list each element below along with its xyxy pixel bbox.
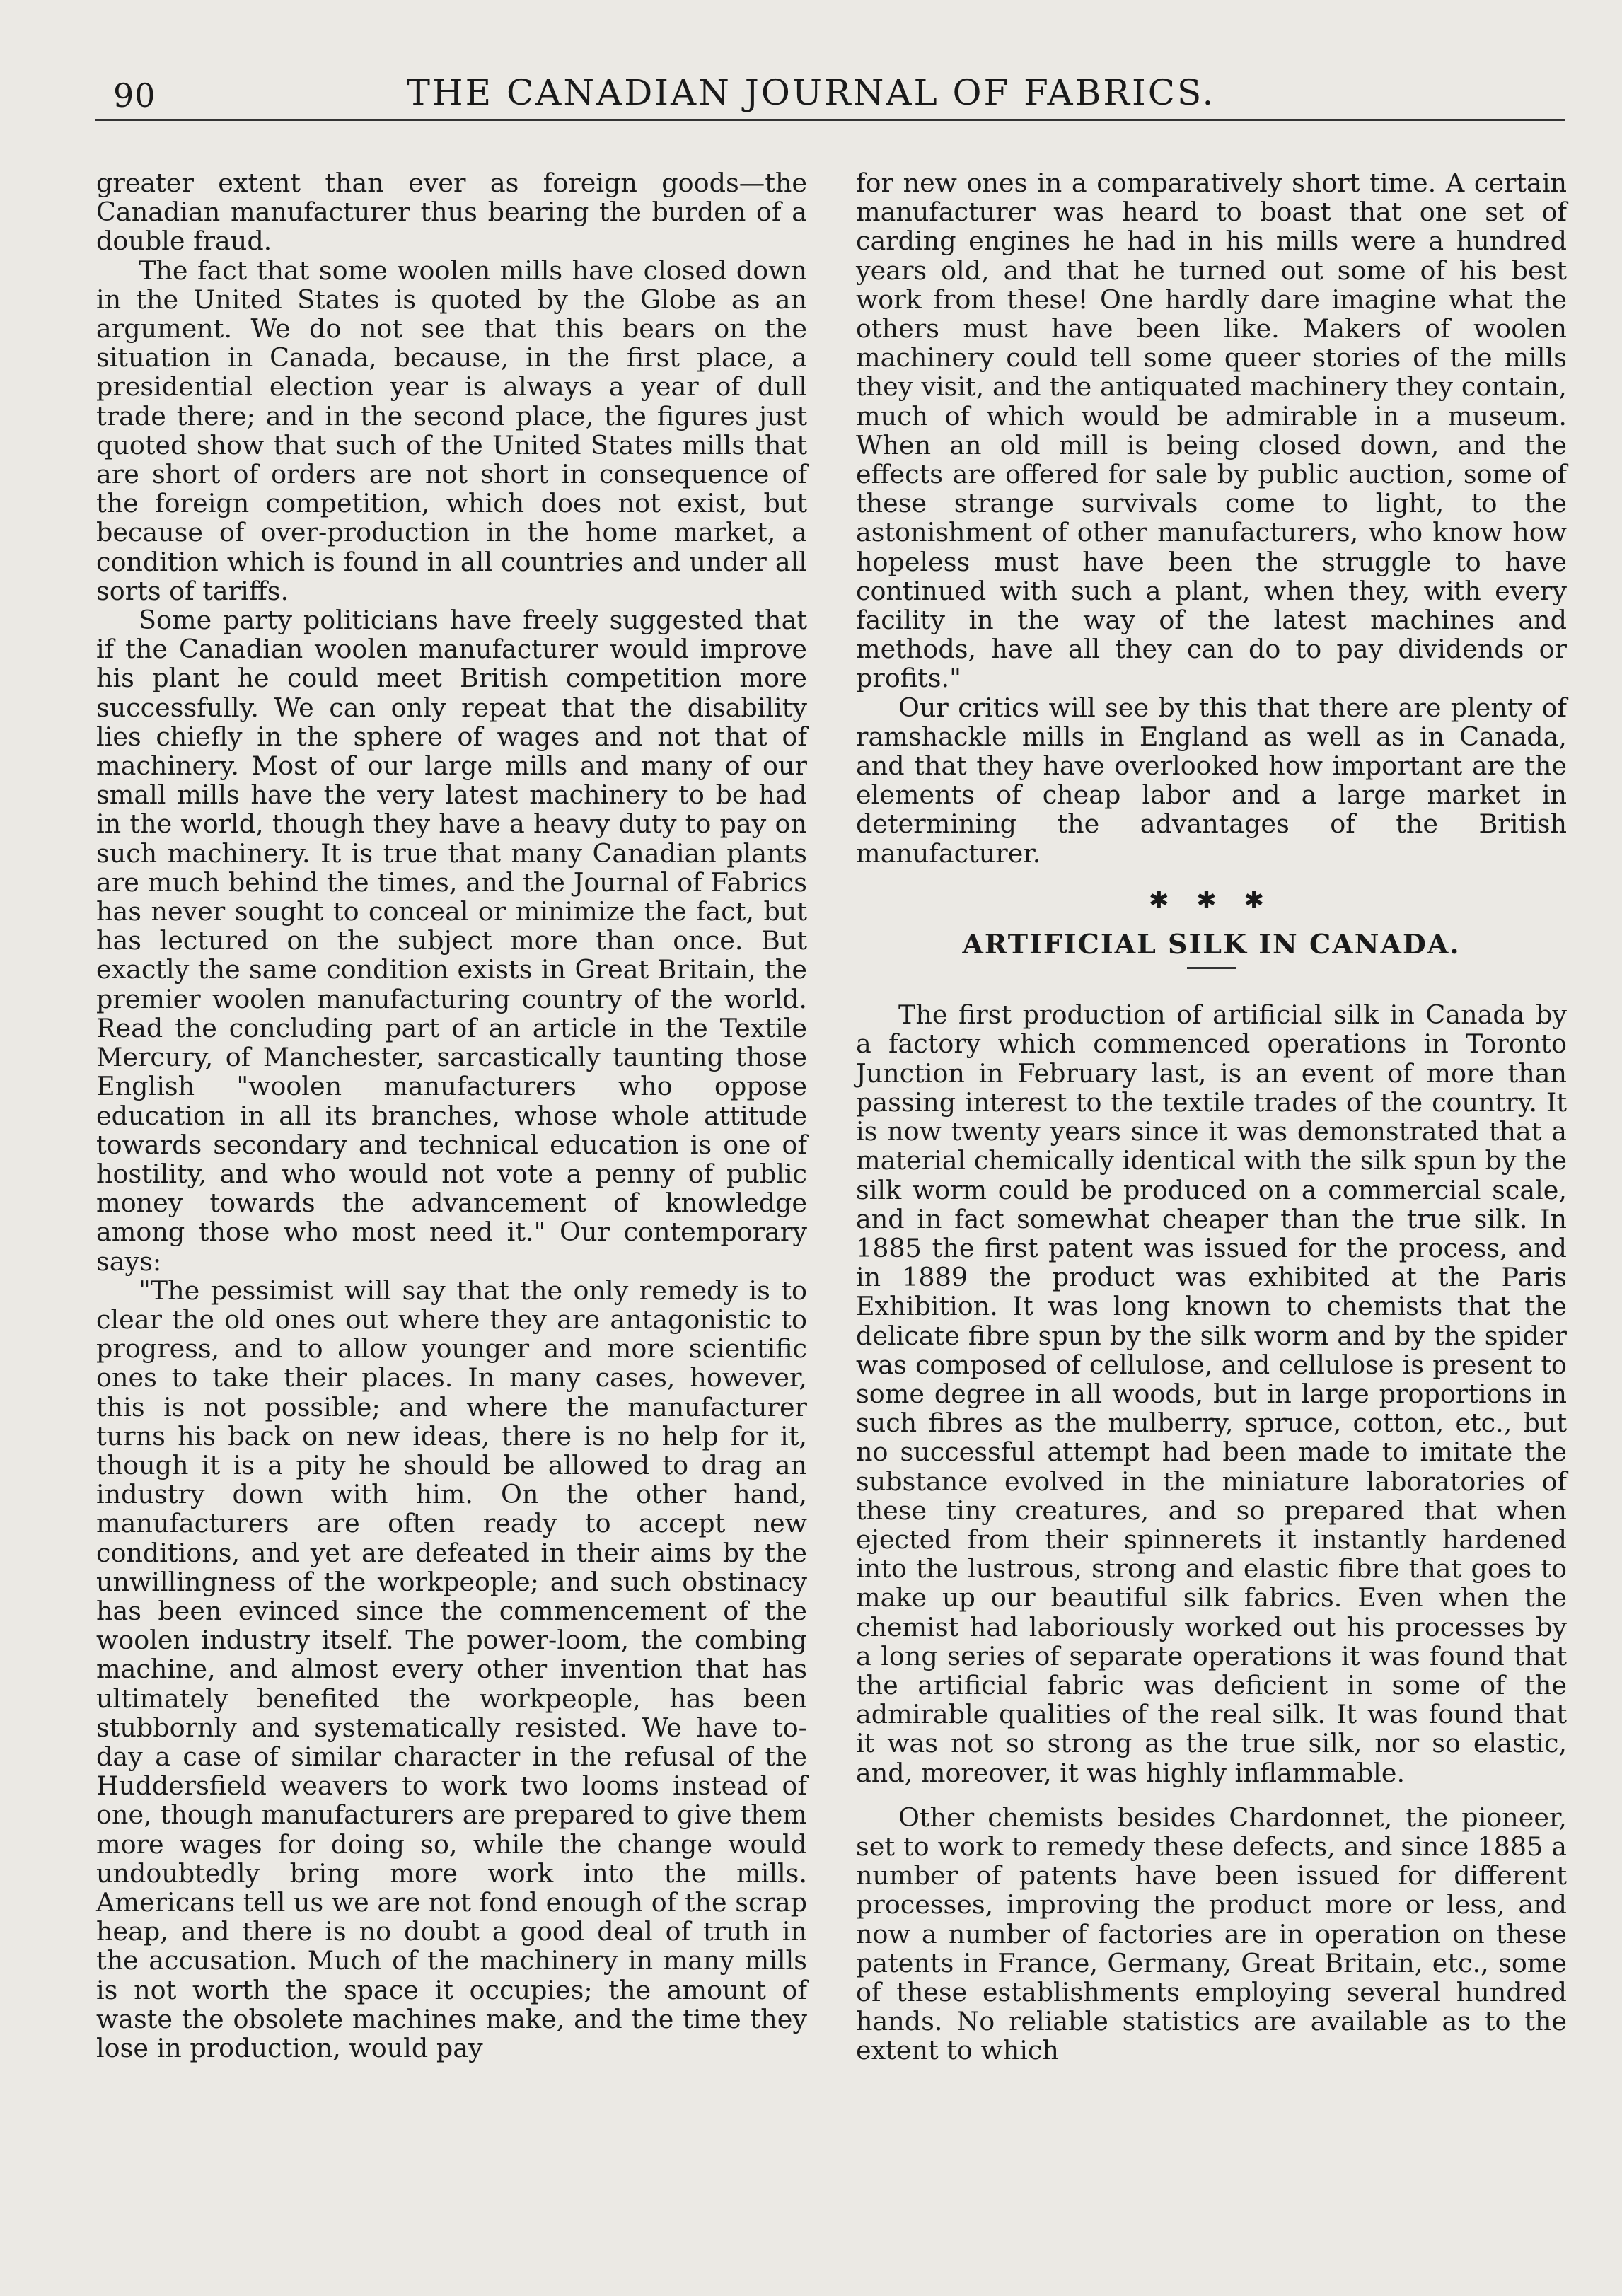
journal-title: THE CANADIAN JOURNAL OF FABRICS. xyxy=(406,72,1216,113)
header-rule xyxy=(95,119,1565,121)
paragraph: Other chemists besides Chardonnet, the pioneer, set to work to remedy these defects, and since 1885 a number of patents have been issued for different processes, improving the product more or less, and now a number of factories are in operation on these patents in France, Germany, Great Britain, etc., some of these establishments employing several hundred hands. No reliable statistics are available as to the extent to which xyxy=(856,1802,1567,2066)
left-column xyxy=(96,168,807,2063)
paragraph: The first production of artificial silk in Canada by a factory which commenced operations in Toronto Junction in February last, is an event of more than passing interest to the textile trades of the country. It is now twenty years since it was demonstrated that a material chemically identical with the silk spun by the silk worm could be produced on a commercial scale, and in fact somewhat cheaper than the true silk. In 1885 the first patent was issued for the process, and in 1889 the product was exhibited at the Paris Exhibition. It was long known to chemists that the delicate fibre spun by the silk worm and by the spider was composed of cellulose, and cellulose is present to some degree in all woods, but in large proportions in such fibres as the mulberry, spruce, cotton, etc., but no successful attempt had been made to imitate the substance evolved in the miniature laboratories of these tiny creatures, and so prepared that when ejected from their spinnerets it instantly hardened into the lustrous, strong and elastic fibre that goes to make up our beautiful silk fabrics. Even when the chemist had laboriously worked out his processes by a long series of separate operations it was found that the artificial fabric was deficient in some of the admirable qualities of the real silk. It was found that it was not so strong as the true silk, nor so elastic, and, moreover, it was highly inflammable. xyxy=(856,999,1567,1788)
heading-rule xyxy=(1187,967,1236,969)
paragraph: "The pessimist will say that the only remedy is to clear the old ones out where they are antagonistic to progress, and to allow younger and more scientific ones to take their places. In many cases, however, this is not possible; and where the manufacturer turns his back on new ideas, there is no help for it, though it is a pity he should be allowed to drag an industry down with him. On the other hand, manufacturers are often ready to accept new conditions, and yet are defeated in their aims by the unwillingness of the workpeople; and such obstinacy has been evinced since the commencement of the woolen industry itself. The power-loom, the combing machine, and almost every other invention that has ultimately benefited the workpeople, has been stubbornly and systematically resisted. We have to-day a case of similar character in the refusal of the Huddersfield weavers to work two looms instead of one, though manufacturers are prepared to give them more wages for doing so, while the change would undoubtedly bring more work into the mills. Americans tell us we are not fond enough of the scrap heap, and there is no doubt a good deal of truth in the accusation. Much of the machinery in many mills is not worth the space it occupies; the amount of waste the obsolete machines make, and the time they lose in production, would pay xyxy=(96,1275,807,2063)
paragraph: The fact that some woolen mills have closed down in the United States is quoted by the Globe as an argument. We do not see that this bears on the situation in Canada, because, in the first place, a presidential election year is always a year of dull trade there; and in the second place, the figures just quoted show that such of the United States mills that are short of orders are not short in consequence of the foreign competition, which does not exist, but because of over-production in the home market, a condition which is found in all countries and under all sorts of tariffs. xyxy=(96,255,807,606)
right-column xyxy=(856,168,1567,2065)
page-number: 90 xyxy=(113,76,156,115)
paragraph: Some party politicians have freely suggested that if the Canadian woolen manufacturer would improve his plant he could meet British competition more successfully. We can only repeat that the disability lies chiefly in the sphere of wages and not that of machinery. Most of our large mills and many of our small mills have the very latest machinery to be had in the world, though they have a heavy duty to pay on such machinery. It is true that many Canadian plants are much behind the times, and the Journal of Fabrics has never sought to conceal or minimize the fact, but has lectured on the subject more than once. But exactly the same condition exists in Great Britain, the premier woolen manufacturing country of the world. Read the concluding part of an article in the Textile Mercury, of Manchester, sarcastically taunting those English "woolen manufacturers who oppose education in all its branches, whose whole attitude towards secondary and technical education is one of hostility, and who would not vote a penny of public money towards the advancement of knowledge among those who most need it." Our contemporary says: xyxy=(96,605,807,1277)
section-ornament: ✱ ✱ ✱ xyxy=(1148,886,1275,915)
paragraph: greater extent than ever as foreign goods—the Canadian manufacturer thus bearing the burden of a double fraud. xyxy=(96,168,807,257)
section-heading: ARTIFICIAL SILK IN CANADA. xyxy=(962,928,1461,961)
paragraph: for new ones in a comparatively short time. A certain manufacturer was heard to boast that one set of carding engines he had in his mills were a hundred years old, and that he turned out some of his best work from these! One hardly dare imagine what the others must have been like. Makers of woolen machinery could tell some queer stories of the mills they visit, and the antiquated machinery they contain, much of which would be admirable in a museum. When an old mill is being closed down, and the effects are offered for sale by public auction, some of these strange survivals come to light, to the astonishment of other manufacturers, who know how hopeless must have been the struggle to have continued with such a plant, when they, with every facility in the way of the latest machines and methods, have all they can do to pay dividends or profits." xyxy=(856,168,1567,694)
paragraph: Our critics will see by this that there are plenty of ramshackle mills in England as well as in Canada, and that they have overlooked how important are the elements of cheap labor and a large market in determining the advantages of the British manufacturer. xyxy=(856,692,1567,869)
